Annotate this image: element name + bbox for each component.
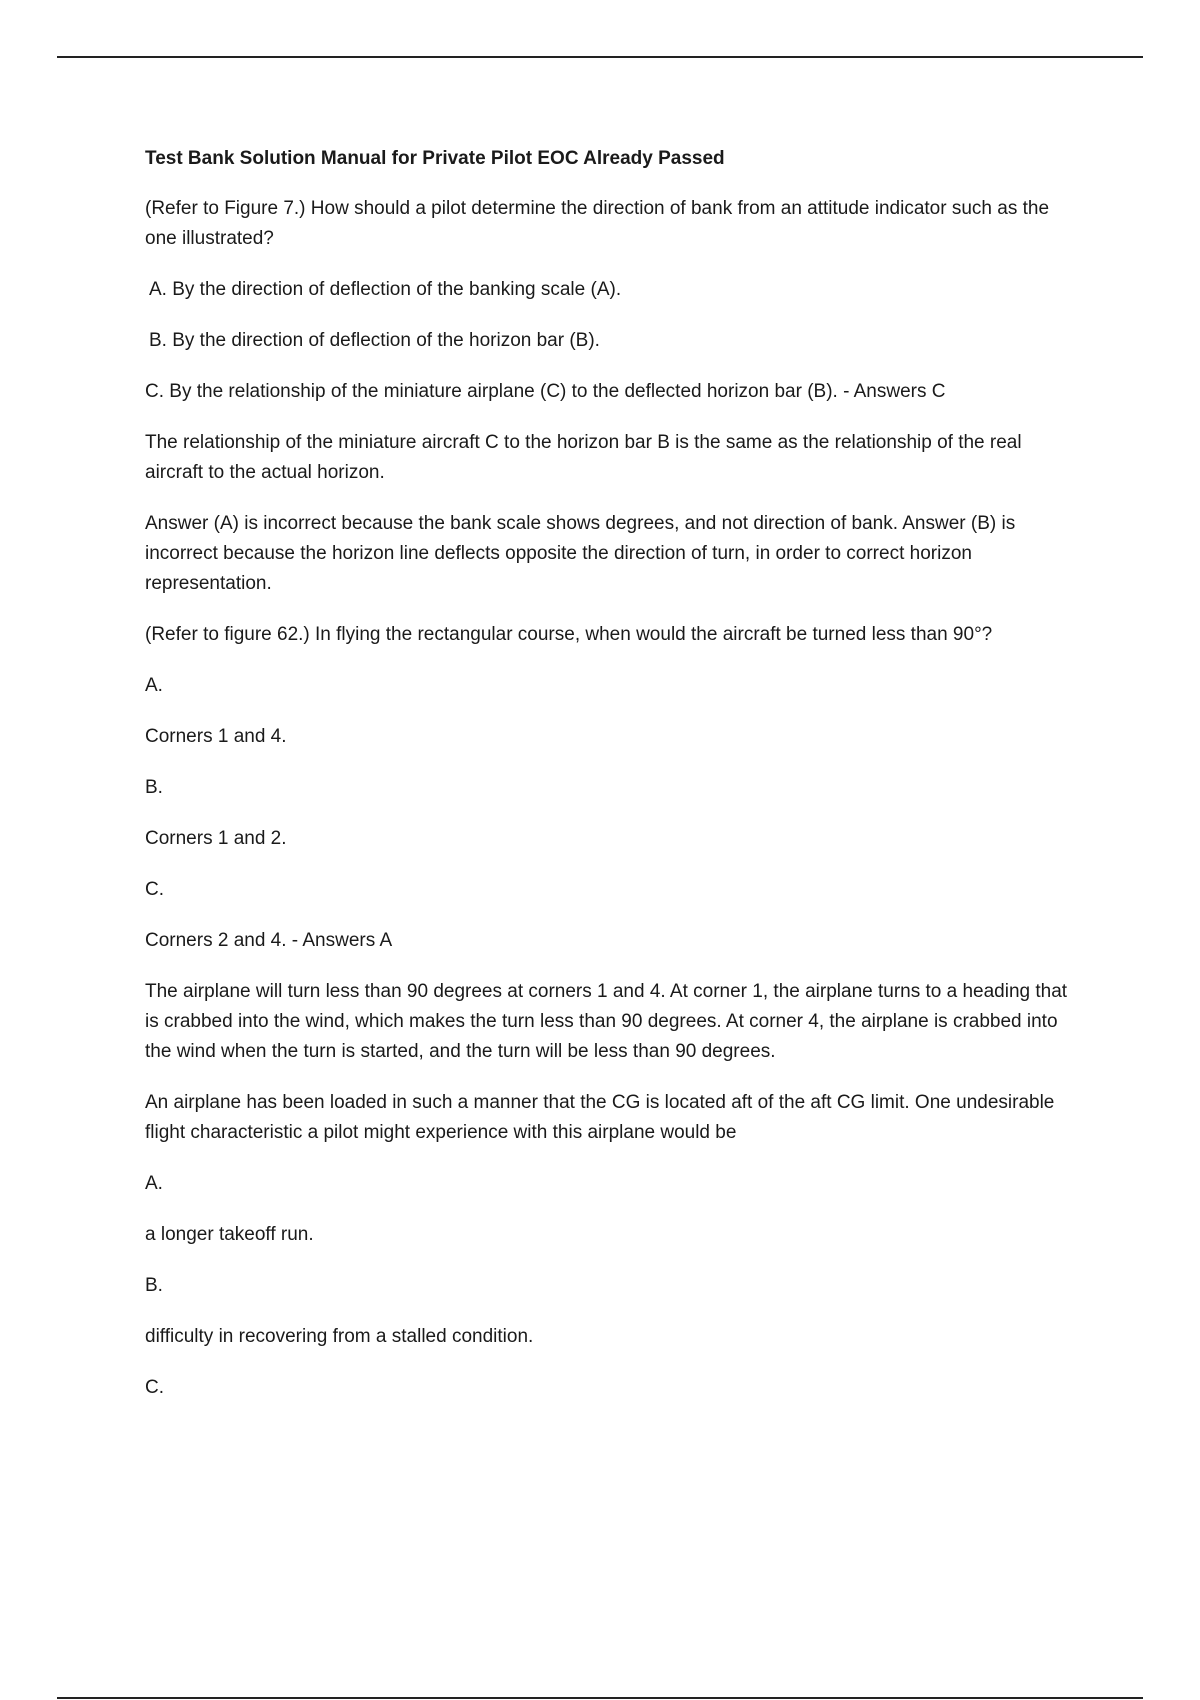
question-1-option-a: A. By the direction of deflection of the banking scale (A). bbox=[149, 279, 622, 300]
question-2-text: (Refer to figure 62.) In flying the rectangular course, when would the aircraft be turned less than 90°? bbox=[145, 624, 993, 645]
question-1-text: (Refer to Figure 7.) How should a pilot determine the direction of bank from an attitude indicator such as the one illustrated? bbox=[145, 198, 1050, 249]
footer-rule bbox=[57, 1697, 1143, 1699]
question-3-text: An airplane has been loaded in such a manner that the CG is located aft of the aft CG limit. One undesirable flight characteristic a pilot might experience with this airplane would be bbox=[145, 1092, 1055, 1143]
question-1-option-b: B. By the direction of deflection of the horizon bar (B). bbox=[149, 330, 600, 351]
question-1-option-c: C. By the relationship of the miniature airplane (C) to the deflected horizon bar (B). - Answers C bbox=[145, 381, 946, 402]
question-2-option-b-label: B. bbox=[145, 777, 163, 798]
question-3-option-c-label: C. bbox=[145, 1377, 164, 1398]
question-2-option-a-text: Corners 1 and 4. bbox=[145, 726, 287, 747]
header-rule bbox=[57, 56, 1143, 58]
question-2-option-c-text: Corners 2 and 4. - Answers A bbox=[145, 930, 393, 951]
question-3-option-a-label: A. bbox=[145, 1173, 163, 1194]
question-2-option-a-label: A. bbox=[145, 675, 163, 696]
question-3-option-b-text: difficulty in recovering from a stalled condition. bbox=[145, 1326, 534, 1347]
question-1-explanation: The relationship of the miniature aircraft C to the horizon bar B is the same as the relationship of the real aircraft to the actual horizon. bbox=[145, 432, 1022, 483]
question-2-option-b-text: Corners 1 and 2. bbox=[145, 828, 287, 849]
question-3-option-b-label: B. bbox=[145, 1275, 163, 1296]
document-body bbox=[145, 144, 1075, 1424]
question-2-option-c-label: C. bbox=[145, 879, 164, 900]
question-2-explanation: The airplane will turn less than 90 degrees at corners 1 and 4. At corner 1, the airplane turns to a heading that is crabbed into the wind, which makes the turn less than 90 degrees. At corner 4, the airplane is crabbed into the wind when the turn is started, and the turn will be less than 90 degrees. bbox=[145, 981, 1068, 1062]
document-title: Test Bank Solution Manual for Private Pilot EOC Already Passed bbox=[145, 148, 725, 169]
question-1-explanation-2: Answer (A) is incorrect because the bank scale shows degrees, and not direction of bank. Answer (B) is incorrect because the horizon line deflects opposite the direction of turn, in order to correct horizon representation. bbox=[145, 513, 1016, 594]
question-3-option-a-text: a longer takeoff run. bbox=[145, 1224, 314, 1245]
